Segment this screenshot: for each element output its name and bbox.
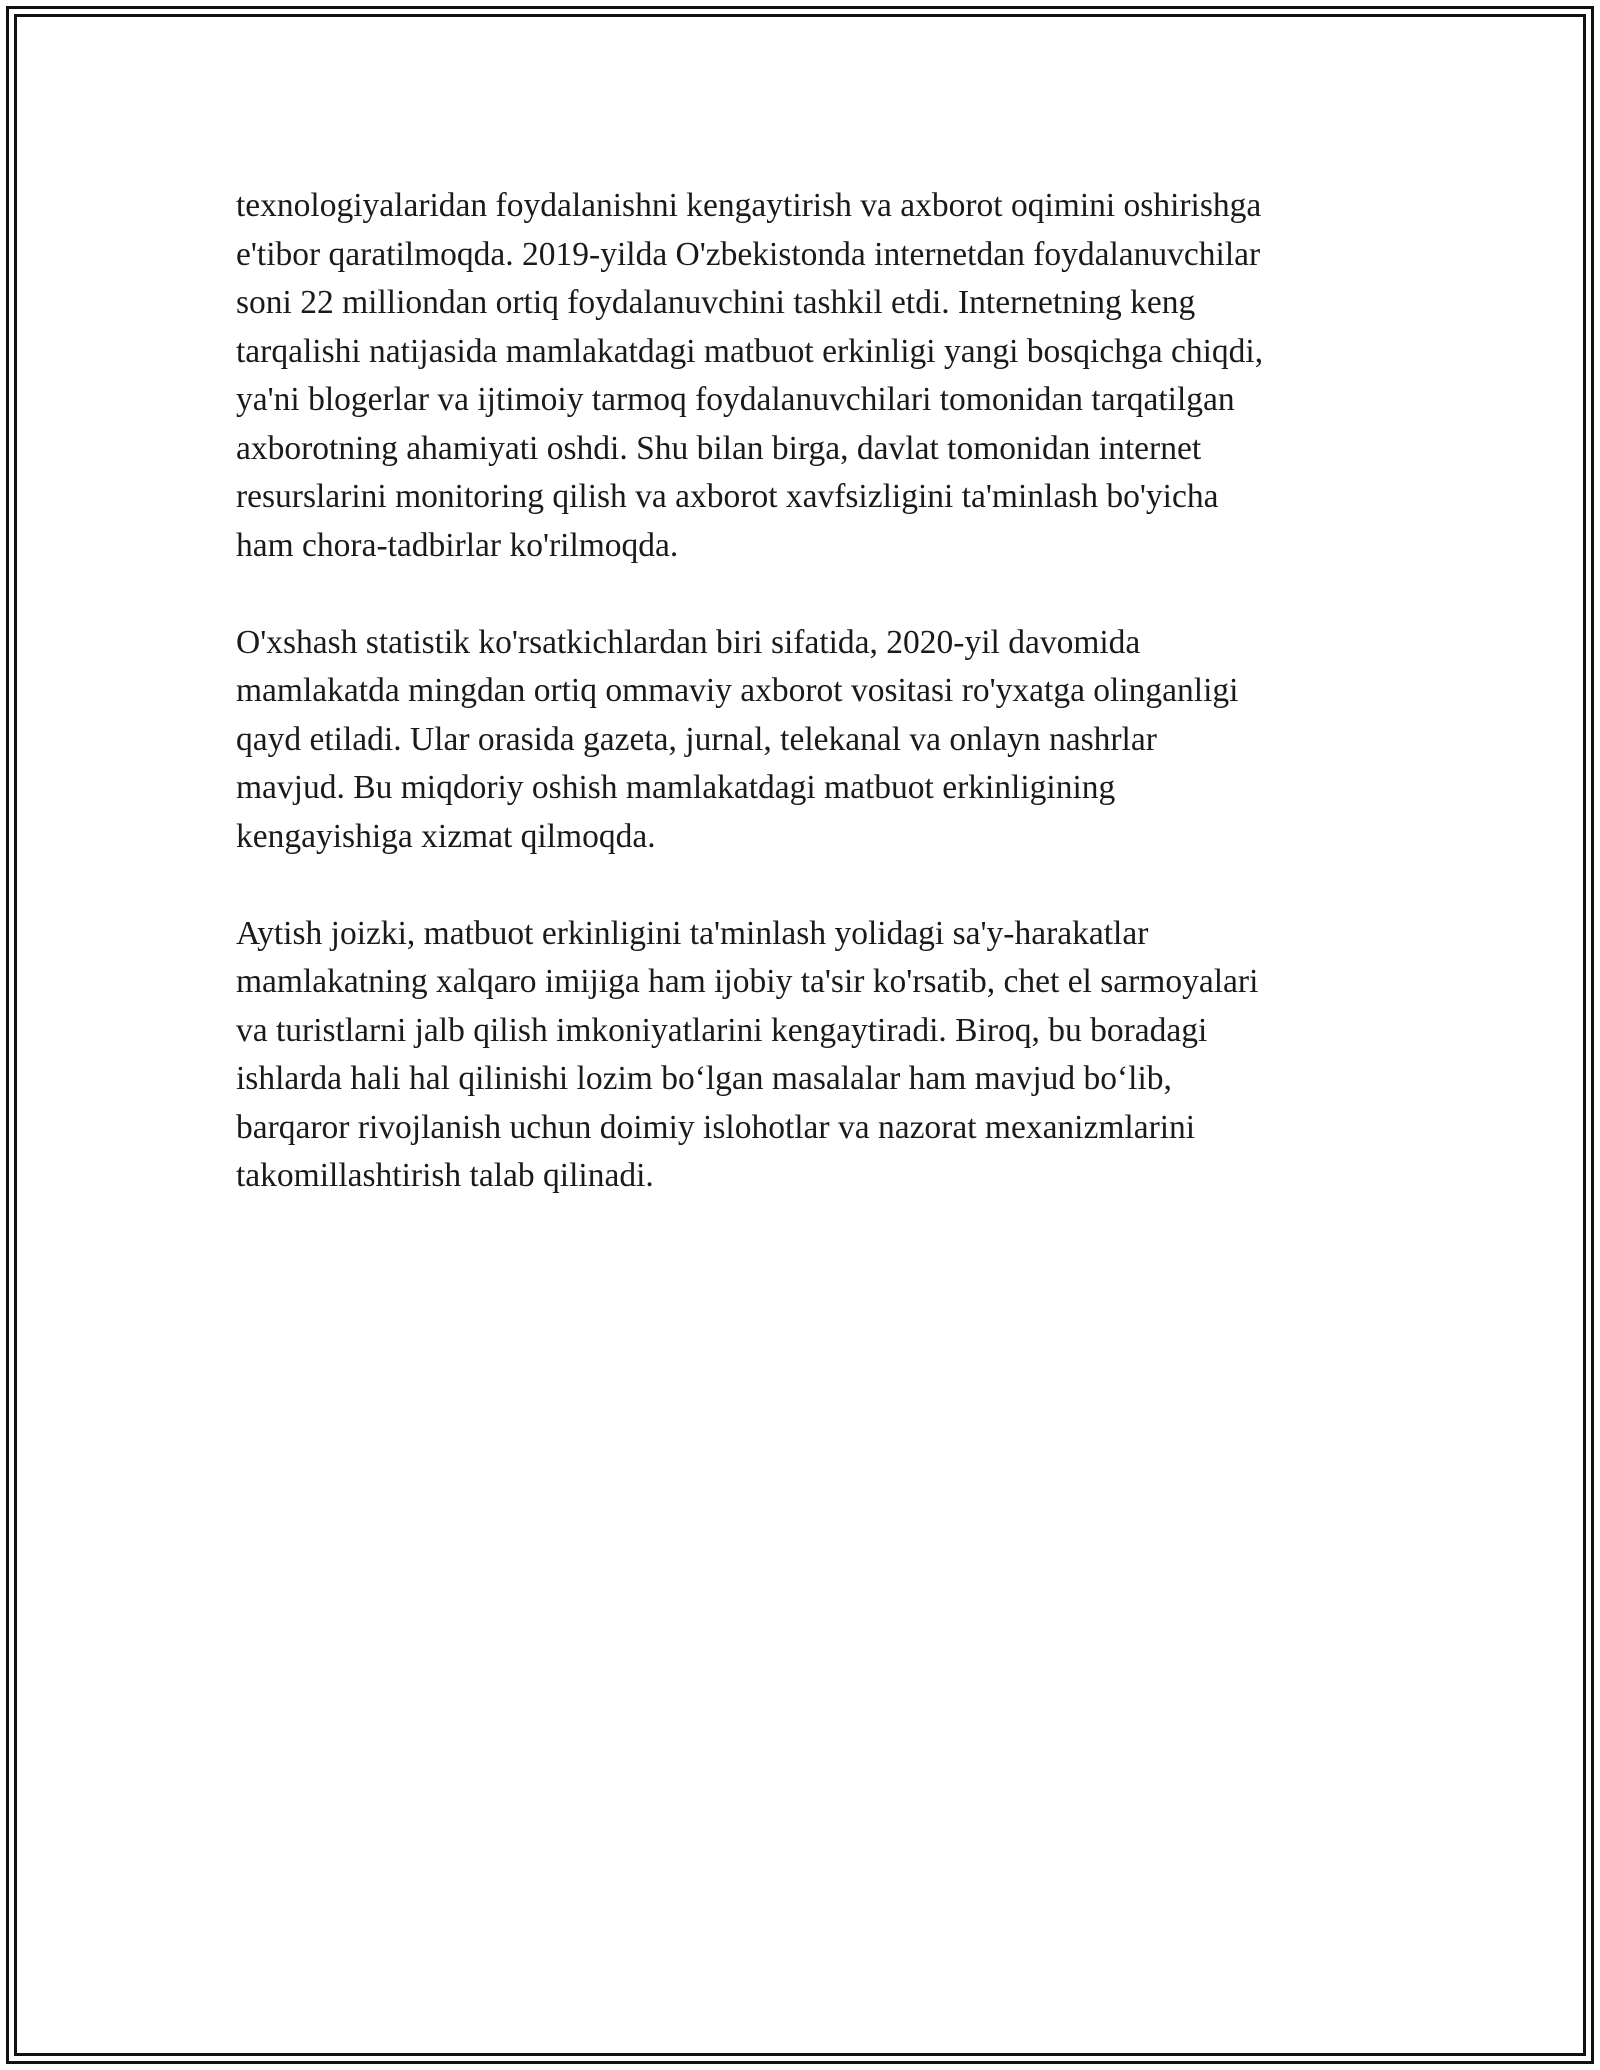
paragraph-international-image — [236, 910, 1406, 1201]
paragraph-internet-usage — [236, 182, 1406, 570]
text-line: va turistlarni jalb qilish imkoniyatlarini kengaytiradi. Biroq, bu boradagi — [236, 1011, 1208, 1049]
document-body — [236, 182, 1406, 1249]
text-line: O'xshash statistik ko'rsatkichlardan biri sifatida, 2020-yil davomida — [236, 623, 1141, 661]
text-line: ham chora-tadbirlar ko'rilmoqda. — [236, 526, 679, 564]
text-line: mavjud. Bu miqdoriy oshish mamlakatdagi matbuot erkinligining — [236, 769, 1116, 806]
text-line: axborotning ahamiyati oshdi. Shu bilan birga, davlat tomonidan internet — [236, 429, 1202, 467]
text-line: tarqalishi natijasida mamlakatdagi matbuot erkinligi yangi bosqichga chiqdi, — [236, 332, 1264, 370]
text-line: ya'ni blogerlar va ijtimoiy tarmoq foydalanuvchilari tomonidan tarqatilgan — [236, 381, 1235, 418]
text-line: kengayishiga xizmat qilmoqda. — [236, 817, 656, 855]
text-line: soni 22 milliondan ortiq foydalanuvchini tashkil etdi. Internetning keng — [236, 284, 1196, 321]
text-line: qayd etiladi. Ular orasida gazeta, jurnal, telekanal va onlayn nashrlar — [236, 720, 1157, 758]
text-line: ishlarda hali hal qilinishi lozim bo‘lgan masalalar ham mavjud bo‘lib, — [236, 1060, 1172, 1097]
text-line: mamlakatda mingdan ortiq ommaviy axborot vositasi ro'yxatga olinganligi — [236, 672, 1239, 709]
text-line: e'tibor qaratilmoqda. 2019-yilda O'zbekistonda internetdan foydalanuvchilar — [236, 235, 1261, 273]
text-line: mamlakatning xalqaro imijiga ham ijobiy ta'sir ko'rsatib, chet el sarmoyalari — [236, 963, 1259, 1000]
text-line: texnologiyalaridan foydalanishni kengaytirish va axborot oqimini oshirishga — [236, 187, 1262, 224]
text-line: Aytish joizki, matbuot erkinligini ta'minlash yolidagi sa'y-harakatlar — [236, 914, 1149, 952]
text-line: barqaror rivojlanish uchun doimiy islohotlar va nazorat mexanizmlarini — [236, 1108, 1196, 1146]
paragraph-media-statistics — [236, 619, 1406, 862]
text-line: resurslarini monitoring qilish va axborot xavfsizligini ta'minlash bo'yicha — [236, 478, 1219, 515]
text-line: takomillashtirish talab qilinadi. — [236, 1157, 654, 1194]
